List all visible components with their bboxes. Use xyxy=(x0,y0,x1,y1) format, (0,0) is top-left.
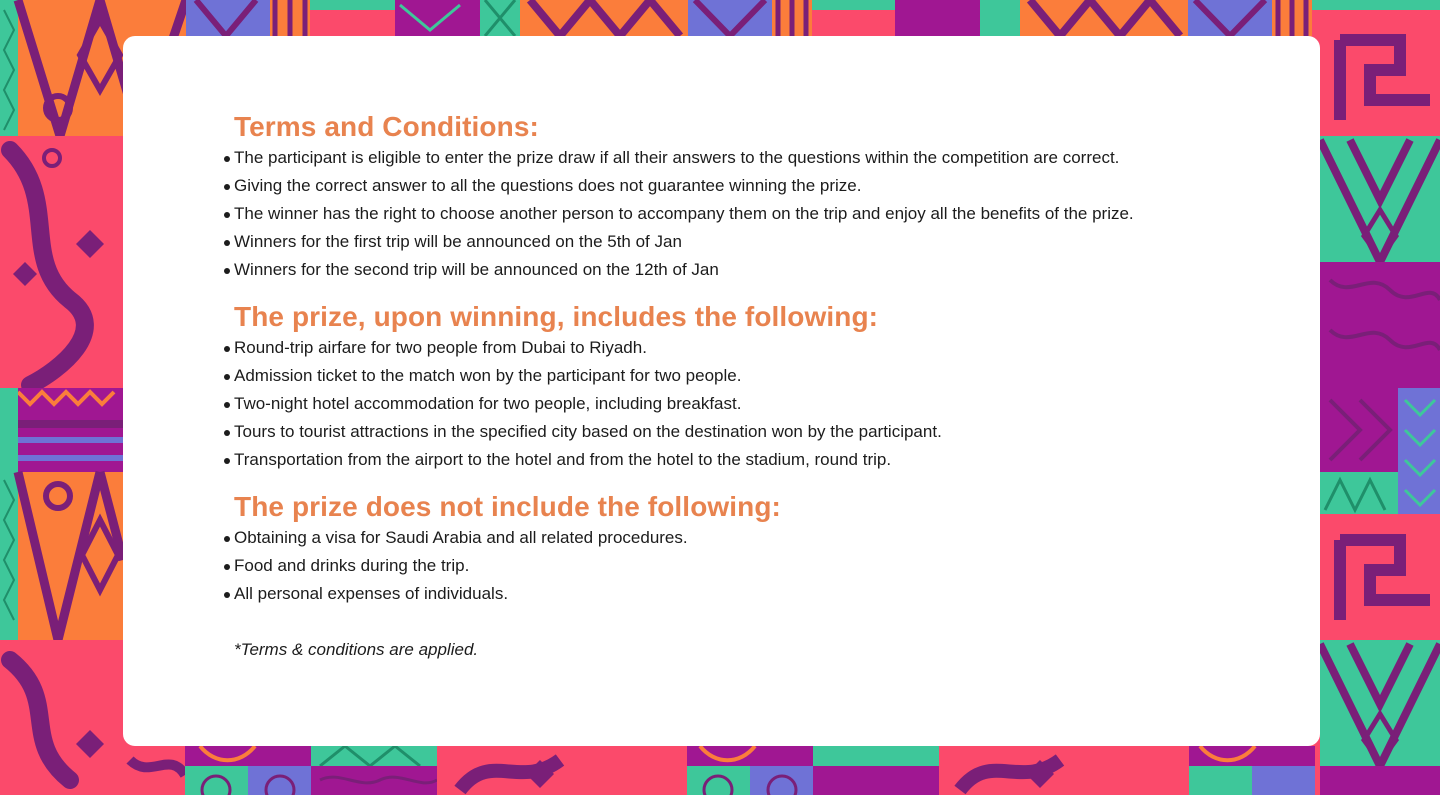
terms-content xyxy=(234,110,1234,664)
terms-footnote: *Terms & conditions are applied. xyxy=(234,640,479,659)
terms-list xyxy=(234,144,1234,284)
terms-card xyxy=(123,36,1320,746)
list-item: Winners for the first trip will be announced on the 5th of Jan xyxy=(234,228,1234,256)
list-item: Giving the correct answer to all the questions does not guarantee winning the prize. xyxy=(234,172,1234,200)
list-item: The participant is eligible to enter the prize draw if all their answers to the questions within the competition are correct. xyxy=(234,144,1234,172)
list-item: Winners for the second trip will be announced on the 12th of Jan xyxy=(234,256,1234,284)
prize-excludes-list xyxy=(234,524,1234,608)
section-title-terms: Terms and Conditions: xyxy=(234,111,539,142)
list-item: Admission ticket to the match won by the participant for two people. xyxy=(234,362,1234,390)
list-item: Transportation from the airport to the hotel and from the hotel to the stadium, round trip. xyxy=(234,446,1234,474)
section-prize-includes xyxy=(234,300,1234,474)
list-item: All personal expenses of individuals. xyxy=(234,580,1234,608)
list-item: Obtaining a visa for Saudi Arabia and all related procedures. xyxy=(234,524,1234,552)
section-title-prize-includes: The prize, upon winning, includes the following: xyxy=(234,301,879,332)
list-item: Tours to tourist attractions in the specified city based on the destination won by the participant. xyxy=(234,418,1234,446)
prize-includes-list xyxy=(234,334,1234,474)
section-prize-excludes xyxy=(234,490,1234,608)
section-terms xyxy=(234,110,1234,284)
list-item: The winner has the right to choose another person to accompany them on the trip and enjoy all the benefits of the prize. xyxy=(234,200,1234,228)
list-item: Two-night hotel accommodation for two people, including breakfast. xyxy=(234,390,1234,418)
section-title-prize-excludes: The prize does not include the following: xyxy=(234,491,781,522)
list-item: Round-trip airfare for two people from Dubai to Riyadh. xyxy=(234,334,1234,362)
list-item: Food and drinks during the trip. xyxy=(234,552,1234,580)
